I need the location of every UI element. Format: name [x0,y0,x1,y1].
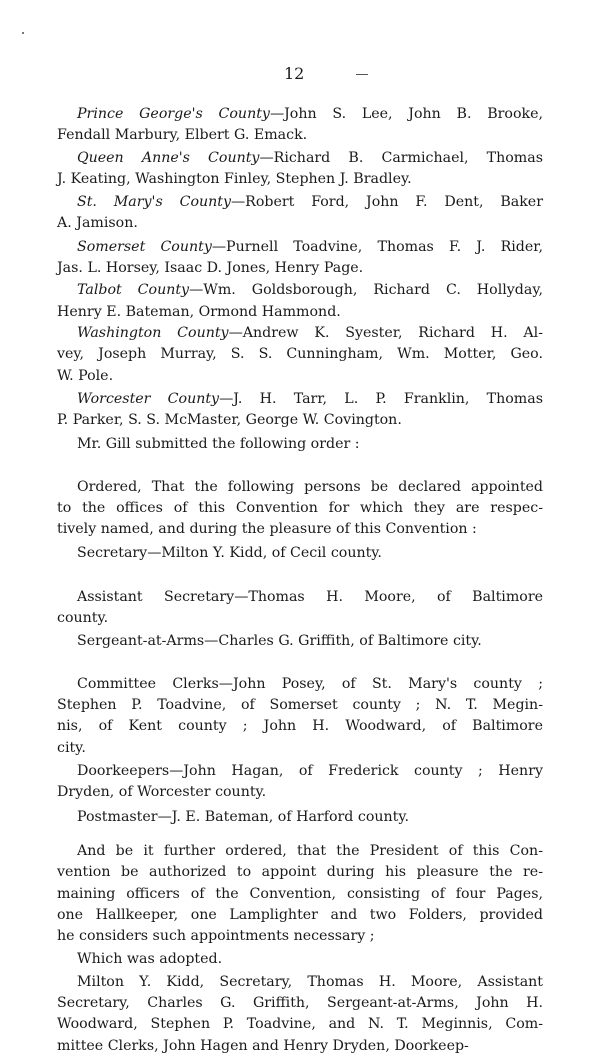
text-line: Jas. L. Horsey, Isaac D. Jones, Henry Page. [57,260,364,277]
paragraph [57,323,543,387]
text-line [57,237,543,258]
text-line: Committee Clerks—John Posey, of St. Mary's county ; [77,675,543,692]
county-name: St. Mary's County [77,194,231,211]
header-rule [356,74,368,75]
text-line: Woodward, Stephen P. Toadvine, and N. T. Meginnis, Com- [57,1016,543,1033]
text-line: A. Jamison. [57,215,138,232]
text-line: vey, Joseph Murray, S. S. Cunningham, Wm. Motter, Geo. [57,346,543,363]
text-line: city. [57,739,86,756]
text-line [57,148,543,169]
county-name: Prince George's County [77,106,270,122]
text-line: Henry E. Bateman, Ormond Hammond. [57,303,341,320]
paragraph [57,674,543,759]
text-line [57,323,543,344]
text-line: Secretary—Milton Y. Kidd, of Cecil county. [77,544,382,561]
text-line: P. Parker, S. S. McMaster, George W. Covington. [57,412,402,429]
text-line: Ordered, That the following persons be declared appointed [77,478,543,495]
text-line: Milton Y. Kidd, Secretary, Thomas H. Moore, Assistant [77,973,543,990]
county-name: Worcester County [77,390,220,407]
text-line [57,192,543,213]
paragraph [57,280,543,323]
text-line: Mr. Gill submitted the following order : [77,436,360,453]
text-line: he considers such appointments necessary ; [57,928,375,945]
text-line: Sergeant-at-Arms—Charles G. Griffith, of Baltimore city. [77,632,482,649]
line-text: —Wm. Goldsborough, Richard C. Hollyday, [189,282,543,299]
text-line: vention be authorized to appoint during his pleasure the re- [57,864,543,881]
paragraph [57,587,543,630]
paragraph [57,631,543,652]
paragraph [57,761,543,804]
document-body [57,104,543,1057]
paragraph [57,477,543,541]
line-text: —Richard B. Carmichael, Thomas [259,149,543,166]
text-line: Secretary, Charles G. Griffith, Sergeant-at-Arms, John H. [57,994,543,1011]
text-line: Which was adopted. [77,951,223,968]
text-line: Fendall Marbury, Elbert G. Emack. [57,127,308,144]
county-name: Somerset County [77,238,212,255]
line-text: —Purnell Toadvine, Thomas F. J. Rider, [211,238,544,255]
text-line: W. Pole. [57,367,114,384]
paragraph [57,434,543,455]
county-name: Talbot County [77,282,190,299]
county-name: Washington County [77,324,229,341]
text-line: to the offices of this Convention for which they are respec- [57,500,543,517]
text-line: tively named, and during the pleasure of this Convention : [57,521,477,538]
line-text: —J. H. Tarr, L. P. Franklin, Thomas [219,390,543,407]
text-line [57,280,543,301]
text-line: maining officers of the Convention, consisting of four Pages, [57,885,543,902]
text-line: Dryden, of Worcester county. [57,784,267,801]
text-line: And be it further ordered, that the President of this Con- [77,842,543,859]
paragraph [57,148,543,191]
text-line: Postmaster—J. E. Bateman, of Harford county. [77,808,409,825]
line-text: —Robert Ford, John F. Dent, Baker [230,194,543,211]
paragraph [57,192,543,235]
text-line: Doorkeepers—John Hagan, of Frederick county ; Henry [77,763,543,780]
text-line: Assistant Secretary—Thomas H. Moore, of Baltimore [77,588,543,605]
paragraph [57,104,543,147]
text-line [57,104,543,125]
paragraph [57,237,543,280]
text-line [57,389,543,410]
text-line: mittee Clerks, John Hagen and Henry Dryden, Doorkeep- [57,1037,469,1054]
scan-speck [22,32,24,34]
text-line: Stephen P. Toadvine, of Somerset county ; N. T. Megin- [57,697,543,714]
text-line: county. [57,610,109,627]
page-number: 12 [284,64,305,83]
paragraph [57,807,543,828]
line-text: —Andrew K. Syester, Richard H. Al- [228,324,543,341]
paragraph [57,972,543,1057]
paragraph [57,543,543,564]
text-line: J. Keating, Washington Finley, Stephen J. Bradley. [57,170,412,187]
paragraph [57,389,543,432]
paragraph [57,949,543,970]
county-name: Queen Anne's County [77,149,260,166]
text-line: one Hallkeeper, one Lamplighter and two Folders, provided [57,906,543,923]
paragraph [57,841,543,947]
line-text: —John S. Lee, John B. Brooke, [269,106,544,122]
text-line: nis, of Kent county ; John H. Woodward, of Baltimore [57,718,543,735]
